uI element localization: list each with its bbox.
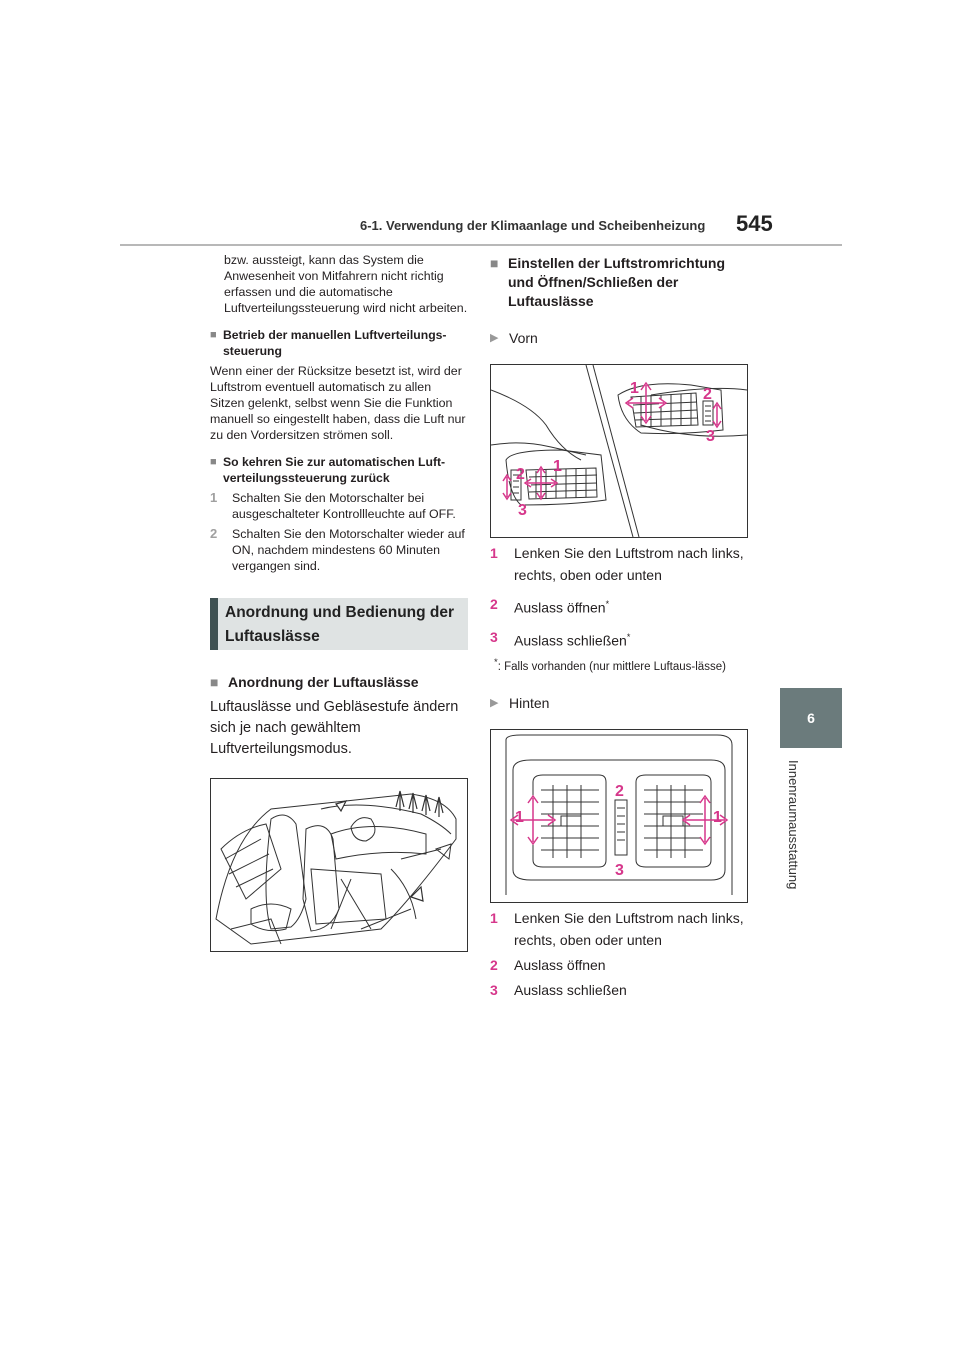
rear-step [490, 954, 750, 976]
car-interior-drawing [211, 779, 467, 951]
rear-callout-2: 2 [615, 783, 624, 801]
chapter-title: Innenraumausstattung [786, 760, 801, 890]
step-number: 3 [490, 982, 498, 999]
intro-paragraph: bzw. aussteigt, kann das System die Anwesenheit von Mitfahrern nicht richtig erfassen und die automatische Luftverteilungssteuerung wird nicht arbeiten. [224, 253, 468, 315]
footnote-marker: * [605, 599, 610, 609]
return-auto-heading-text: So kehren Sie zur automatischen Luft-verteilungssteuerung zurück [223, 455, 446, 485]
front-callout-2b: 2 [516, 466, 525, 483]
page-number: 545 [736, 211, 773, 236]
right-column [490, 254, 750, 1001]
step-text: Schalten Sie den Motorschalter wieder auf ON, nachdem mindestens 60 Minuten vergangen sind. [232, 527, 465, 573]
section-heading-box [210, 598, 468, 650]
footnote [490, 653, 750, 677]
step-number: 3 [490, 628, 498, 645]
left-column [210, 252, 468, 952]
rear-vents-illustration [490, 729, 748, 903]
footnote-symbol: * [494, 657, 498, 669]
interior-vents-illustration [210, 778, 468, 952]
step-text: Lenken Sie den Luftstrom nach links, rechts, oben oder unten [514, 910, 744, 949]
header-divider [120, 244, 842, 246]
step-text: Auslass öffnen [514, 957, 606, 974]
footnote-text: : Falls vorhanden (nur mittlere Luftaus-lässe) [497, 661, 726, 674]
adjust-heading [490, 254, 750, 311]
step-text [514, 626, 630, 652]
rear-subheading [490, 693, 750, 713]
square-bullet-icon: ■ [490, 255, 499, 271]
manual-control-paragraph: Wenn einer der Rücksitze besetzt ist, wird der Luftstrom eventuell automatisch zu allen Sitzen gelenkt, selbst wenn Sie die Funktion manuell so eingestellt haben, dass die Luft nur zu den Vordersitzen strömen soll. [210, 364, 466, 442]
chapter-tab: 6 [780, 688, 842, 748]
layout-heading-text: Anordnung der Luftauslässe [228, 674, 419, 690]
step-text: Schalten Sie den Motorschalter bei ausgeschalteter Kontrollleuchte auf OFF. [232, 491, 456, 521]
rear-step [490, 979, 750, 1001]
triangle-bullet-icon: ▶ [490, 332, 499, 344]
square-bullet-icon: ■ [210, 456, 217, 468]
rear-label: Hinten [509, 695, 550, 712]
rear-callout-1: 1 [515, 809, 524, 827]
triangle-bullet-icon: ▶ [490, 697, 499, 710]
front-vents-drawing [491, 365, 747, 537]
front-step [490, 542, 750, 586]
step-text: Auslass schließen [514, 982, 627, 999]
return-step [210, 490, 468, 522]
rear-step [490, 907, 750, 951]
front-subheading [490, 328, 750, 348]
step-number: 2 [210, 526, 218, 541]
step-number: 1 [490, 545, 498, 561]
step-number: 2 [490, 957, 498, 974]
rear-vents-drawing [491, 730, 747, 902]
rear-callout-1b: 1 [713, 809, 722, 827]
front-step [490, 593, 750, 619]
layout-paragraph: Luftauslässe und Gebläsestufe ändern sich je nach gewähltem Luftverteilungsmodus. [210, 699, 459, 757]
return-step [210, 526, 468, 574]
front-callout-1b: 1 [553, 458, 562, 475]
step-number: 2 [490, 596, 498, 612]
front-callout-2: 2 [703, 386, 712, 403]
square-bullet-icon: ■ [210, 674, 219, 690]
front-callout-3b: 3 [518, 502, 527, 519]
step-text-main: Auslass öffnen [514, 599, 606, 616]
front-step [490, 626, 750, 652]
manual-control-heading-text: Betrieb der manuellen Luftverteilungs-steuerung [223, 328, 447, 358]
step-number: 1 [210, 490, 218, 505]
chapter-label [783, 760, 805, 910]
front-vents-illustration [490, 364, 748, 538]
front-callout-3: 3 [706, 428, 715, 445]
running-header-title: 6-1. Verwendung der Klimaanlage und Scheibenheizung [360, 218, 706, 233]
manual-control-heading [210, 327, 468, 359]
return-auto-heading [210, 454, 468, 486]
adjust-heading-text: Einstellen der Luftstromrichtung und Öffnen/Schließen der Luftauslässe [508, 255, 726, 309]
layout-heading [210, 673, 468, 692]
step-text-main: Auslass schließen [514, 632, 627, 649]
front-label: Vorn [509, 330, 538, 346]
footnote-marker: * [626, 631, 631, 642]
section-heading: Anordnung und Bedienung der Luftauslässe [225, 604, 455, 645]
step-number: 1 [490, 910, 498, 927]
direction-arrows-icon [511, 796, 727, 844]
rear-callout-3: 3 [615, 862, 624, 880]
step-text [514, 593, 609, 619]
front-callout-1: 1 [630, 380, 639, 397]
square-bullet-icon: ■ [210, 329, 217, 341]
step-text: Lenken Sie den Luftstrom nach links, rechts, oben oder unten [514, 545, 744, 583]
